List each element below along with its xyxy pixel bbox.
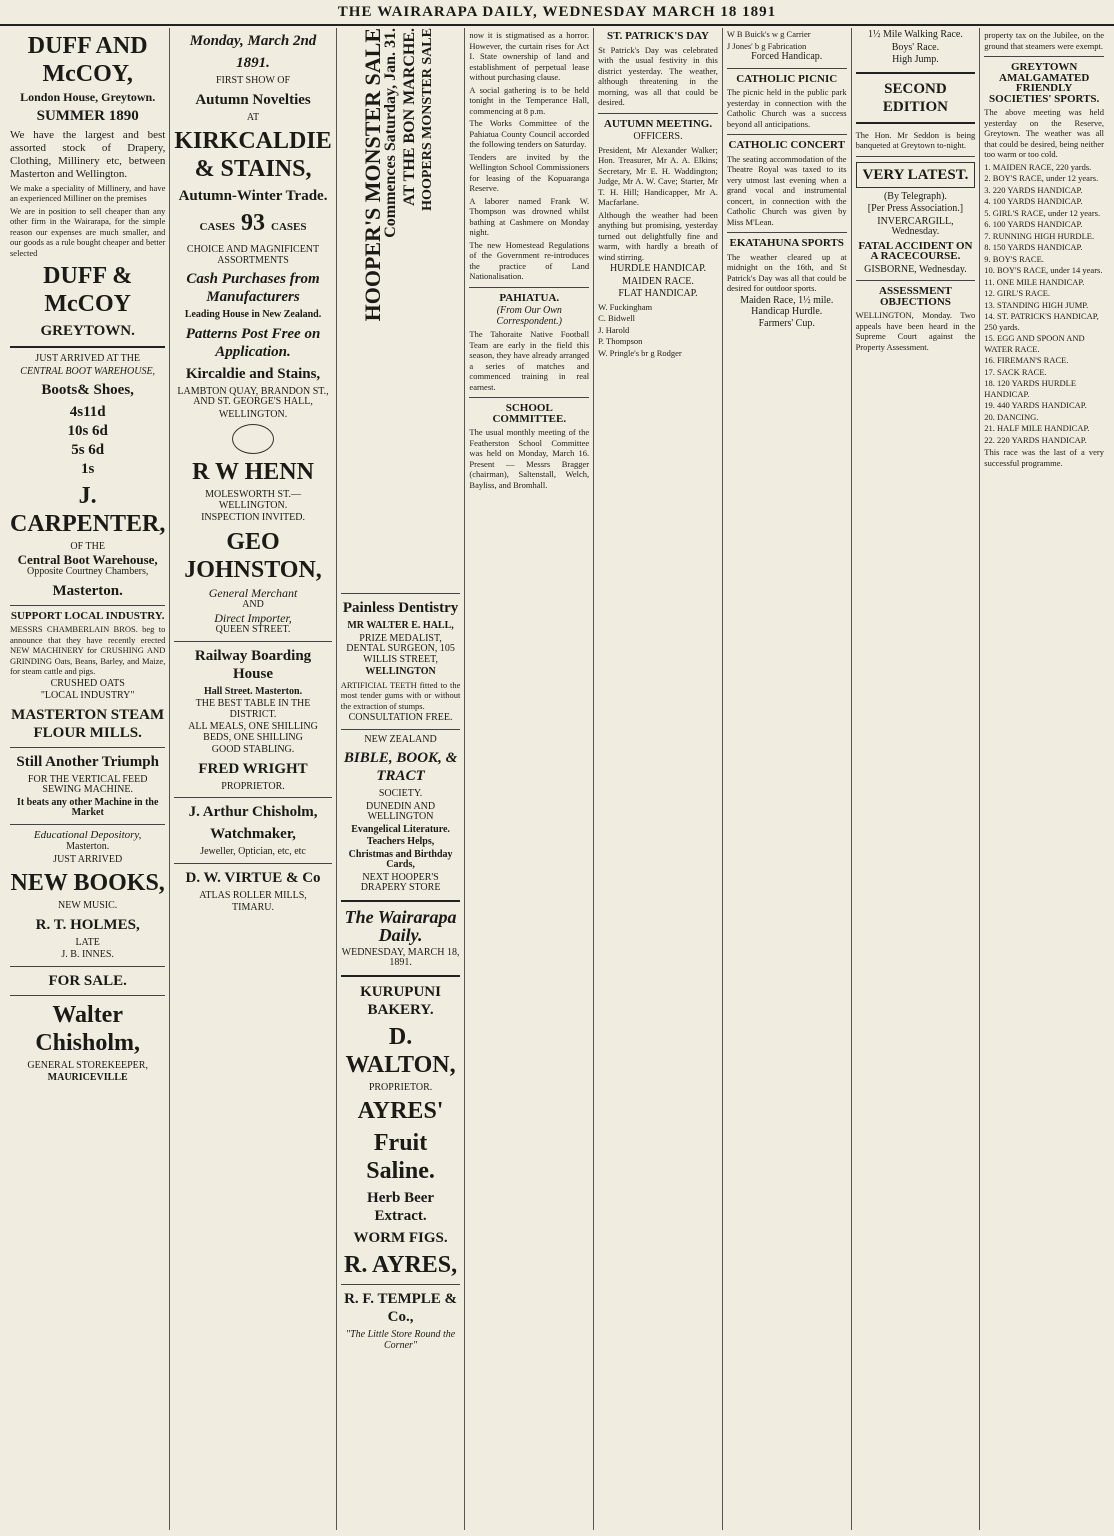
cash-purchases: Cash Purchases from Manufacturers — [186, 271, 320, 305]
event-8: 8. 150 YARDS HANDICAP. — [984, 242, 1083, 252]
press-association: [Per Press Association.] — [867, 203, 964, 214]
artificial-teeth: ARTIFICIAL TEETH fitted to the most tender gums with or without the extraction of stumps. — [340, 679, 461, 711]
tenders-text: Tenders are invited by the Wellington School Commissioners for leasing of the Kopuaranga Reserve. — [469, 151, 590, 193]
edition-text: The Hon. Mr Seddon is being banqueted at Greytown to-night. — [855, 129, 976, 150]
at: AT — [246, 111, 260, 123]
event-10: 10. BOY'S RACE, under 14 years. — [984, 265, 1103, 275]
price-2: 10s 6d — [67, 423, 108, 439]
ekatahuna-heading: EKATAHUNA SPORTS — [729, 237, 844, 249]
column-8 — [980, 28, 1108, 1530]
event-15: 15. EGG AND SPOON AND WATER RACE. — [984, 333, 1085, 354]
boys-race: Boys' Race. — [891, 41, 940, 53]
bon-marche-vertical: AT THE BON MARCHE. — [400, 28, 418, 206]
column-6 — [723, 28, 852, 1530]
kurupuni-bakery: KURUPUNI BAKERY. — [360, 983, 441, 1018]
cases-count — [174, 209, 331, 241]
herb-beer: Herb Beer Extract. — [367, 1190, 435, 1224]
triumph-heading: Still Another Triumph — [16, 753, 159, 770]
duff-text-3: We are in position to sell cheaper than any other firm in the Wairarapa, for the simple reason our expenses are much smaller, and our goods as a rule bought cheaper and better selected — [10, 205, 166, 258]
wellington: WELLINGTON. — [218, 408, 288, 420]
hurdle-heading: HURDLE HANDICAP. — [609, 263, 707, 274]
price-3: 5s 6d — [71, 442, 105, 458]
d-walton: D. WALTON, — [345, 1023, 456, 1078]
entries-list — [598, 302, 718, 359]
event-7: 7. RUNNING HIGH HURDLE. — [984, 230, 1095, 241]
handicap-1: W B Buick's w g Carrier — [726, 29, 811, 39]
by-telegraph: (By Telegraph). — [883, 190, 947, 202]
price-4: 1s — [81, 461, 95, 477]
steam-mills: MASTERTON STEAM FLOUR MILLS. — [11, 706, 165, 741]
railway-house: Railway Boarding House — [194, 647, 312, 682]
notice-text: A laborer named Frank W. Thompson was drowned whilst bathing at Cashmere on Monday night. — [469, 195, 590, 237]
duff-sign: DUFF & McCOY — [43, 263, 133, 317]
edu-town: Masterton. — [66, 841, 110, 852]
event-9: 9. BOY'S RACE. — [984, 253, 1044, 264]
column-4 — [465, 28, 594, 1530]
patterns: Patterns Post Free on Application. — [185, 325, 321, 360]
event-16: 16. FIREMAN'S RACE. — [984, 355, 1069, 365]
catholic-picnic-heading: CATHOLIC PICNIC — [736, 72, 838, 85]
homestead-text: The new Homestead Regulations of the Government re-introduces the practice of Land Nationalisation. — [469, 239, 590, 281]
maiden-heading: MAIDEN RACE. — [622, 275, 694, 287]
assessment-heading: ASSESSMENT OBJECTIONS — [879, 285, 952, 308]
intro-text: now it is stigmatised as a horror. However, the curtain rises for Act I. State ownership of land and establishment of perpetual lease without purchasing clause. — [469, 30, 590, 82]
walter-hall: MR WALTER E. HALL, — [347, 620, 454, 631]
works-text: The Works Committee of the Pahiatua County Council accorded the following tenders on Saturday. — [469, 118, 590, 149]
summer-heading: SUMMER 1890 — [36, 107, 139, 124]
event-12: 12. GIRL'S RACE. — [984, 288, 1051, 298]
ekatahuna-results — [727, 296, 847, 330]
stabling: GOOD STABLING. — [211, 744, 295, 755]
hooper-sale-vertical: HOOPER'S MONSTER SALE — [359, 28, 385, 322]
pahiatua-text: The Tahoraite Native Football Team are early in the field this season, they have already arranged a series of matches and commenced training in real earnest. — [469, 329, 590, 392]
duff-sub: London House, Greytown. — [20, 90, 156, 104]
entry-1: W. Fuckingham — [598, 301, 653, 312]
cases-label-right: CASES — [271, 221, 307, 233]
new-music: NEW MUSIC. — [58, 900, 118, 911]
just-arrived-2: JUST ARRIVED — [53, 853, 123, 865]
entry-4: P. Thompson — [598, 336, 643, 346]
innes: J. B. INNES. — [61, 949, 114, 960]
entry-5: W. Pringle's br g Rodger — [598, 347, 682, 358]
royal-arms-emblem — [232, 424, 274, 454]
central-warehouse: CENTRAL BOOT WAREHOUSE, — [20, 365, 156, 377]
masthead-date: MARCH 18 1891 — [652, 4, 777, 20]
column-5 — [594, 28, 723, 1530]
officers-text: President, Mr Alexander Walker; Hon. Treasurer, Mr A. A. Elkins; Secretary, Mr E. H. Waddington; Judge, Mr A. W. Cave; Starter, Mr T. H. Hill; Handicapper, Mr A. Macfarlane. — [598, 144, 718, 207]
queen-street: QUEEN STREET. — [215, 624, 291, 635]
event-19: 19. 440 YARDS HANDICAP. — [984, 400, 1087, 410]
column-3 — [337, 28, 466, 1530]
event-1: 1. MAIDEN RACE, 220 yards. — [984, 161, 1092, 172]
central-warehouse-2: Central Boot Warehouse, — [17, 551, 158, 567]
event-18: 18. 120 YARDS HURDLE HANDICAP. — [984, 378, 1077, 399]
handicap-2: J Jones' b g Fabrication — [726, 40, 807, 51]
opposite: Opposite Courtney Chambers, — [26, 566, 149, 577]
footer-text: This race was the last of a very successful programme. — [984, 447, 1105, 468]
worm-figs: WORM FIGS. — [353, 1230, 448, 1246]
walking-race: 1½ Mile Walking Race. — [868, 29, 963, 40]
event-4: 4. 100 YARDS HANDICAP. — [984, 196, 1083, 206]
hooper-vertical-ad — [341, 28, 461, 588]
mauriceville: MAURICEVILLE — [47, 1072, 128, 1083]
own-correspondent: (From Our Own Correspondent.) — [496, 305, 563, 327]
storekeeper: GENERAL STOREKEEPER, — [27, 1059, 148, 1071]
school-committee-text: The usual monthly meeting of the Featherston School Committee was held on Monday, March 16. Present — Messrs Bragger (chairman), Saltenstall, Welch, Bayliss, and Bromhall. — [469, 427, 590, 490]
event-2: 2. BOY'S RACE, under 12 years. — [984, 173, 1099, 183]
event-20: 20. DANCING. — [984, 411, 1039, 422]
general-merchant: General Merchant — [208, 585, 298, 600]
duff-title: DUFF AND McCOY, — [27, 33, 148, 87]
vertical-feed: FOR THE VERTICAL FEED SEWING MACHINE. — [27, 773, 148, 795]
watchmaker: Watchmaker, — [210, 826, 296, 842]
assessment-text: WELLINGTON, Monday. Two appeals have been heard in the Supreme Court against the Property Assessment. — [855, 310, 976, 352]
hooper-sale-vertical-2: HOOPERS MONSTER SALE — [420, 28, 436, 211]
little-store: "The Little Store Round the Corner" — [345, 1329, 456, 1351]
ayres: AYRES' — [357, 1098, 444, 1124]
duff-text: We have the largest and best assorted stock of Drapery, Clothing, Millinery etc, between Masterton and Wellington. — [10, 128, 166, 180]
event-13: 13. STANDING HIGH JUMP. — [984, 299, 1089, 310]
second-edition: SECOND EDITION — [882, 80, 948, 115]
column-2 — [170, 28, 336, 1530]
price-1: 4s11d — [69, 404, 106, 420]
entry-3: J. Harold — [598, 324, 630, 335]
geo-johnston: GEO JOHNSTON, — [184, 528, 322, 583]
newspaper-columns — [6, 28, 1108, 1530]
result-3: Farmers' Cup. — [758, 317, 815, 329]
masterton-heading: Masterton. — [52, 582, 123, 599]
jeweller: Jeweller, Optician, etc, etc — [200, 846, 306, 857]
painless-dentistry: Painless Dentistry — [342, 600, 459, 616]
crushed-oats: CRUSHED OATS — [50, 677, 125, 689]
commences-vertical: Commences Saturday, Jan. 31. — [382, 28, 400, 238]
pahiatua-heading: PAHIATUA. — [499, 291, 560, 304]
bible-society: BIBLE, BOOK, & TRACT — [343, 750, 458, 784]
paper-title: The Wairarapa Daily. — [344, 906, 457, 945]
result-2: Handicap Hurdle. — [751, 306, 823, 317]
school-committee-heading: SCHOOL COMMITTEE. — [492, 402, 567, 425]
and: AND — [242, 599, 264, 610]
fruit-saline: Fruit Saline. — [366, 1130, 435, 1184]
gisborne: GISBORNE, Wednesday. — [864, 263, 967, 275]
st-patricks-heading: ST. PATRICK'S DAY — [607, 30, 709, 42]
handicap-3: Forced Handicap. — [751, 51, 823, 62]
event-3: 3. 220 YARDS HANDICAP. — [984, 184, 1083, 195]
event-17: 17. SACK RACE. — [984, 366, 1047, 377]
events-list — [984, 162, 1104, 446]
nz: NEW ZEALAND — [364, 733, 437, 745]
edu-depository: Educational Depository, — [33, 828, 142, 841]
first-show: FIRST SHOW OF — [215, 75, 291, 86]
cases-number: 93 — [241, 210, 266, 236]
dunedin: DUNEDIN AND WELLINGTON — [365, 800, 436, 822]
lambton: LAMBTON QUAY, BRANDON ST., AND ST. GEORGE'S HALL, — [177, 385, 329, 407]
wellington-dental: WELLINGTON — [365, 666, 436, 677]
event-14: 14. ST. PATRICK'S HANDICAP, 250 yards. — [984, 311, 1099, 332]
carpenter-name: J. CARPENTER, — [10, 483, 166, 537]
flat-heading: FLAT HANDICAP. — [618, 288, 698, 299]
cases-label-left: CASES — [199, 221, 236, 233]
high-jump: High Jump. — [892, 54, 939, 65]
entry-2: C. Bidwell — [598, 313, 635, 323]
greytown-sports-text: The above meeting was held yesterday on the Reserve, Greytown. The weather was all that could be desired, being neither too warm or too cold. — [984, 107, 1105, 159]
event-11: 11. ONE MILE HANDICAP. — [984, 276, 1085, 287]
catholic-concert-text: The seating accommodation of the Theatre Royal was taxed to its very utmost last evening when a grand vocal and instrumental concert, in connection with the Catholic Church was given by Miss M'Lean. — [726, 153, 847, 227]
atlas: ATLAS ROLLER MILLS, — [199, 889, 307, 901]
show-year: 1891. — [236, 55, 270, 71]
officers-sub: OFFICERS. — [633, 131, 683, 142]
next-hoopers: NEXT HOOPER'S DRAPERY STORE — [360, 871, 441, 893]
catholic-picnic-text: The picnic held in the public park yesterday in connection with the Catholic Church was a success beyond all anticipations. — [726, 87, 847, 129]
masthead — [0, 0, 1114, 26]
autumn-winter: Autumn-Winter Trade. — [178, 188, 328, 204]
property-tax-text: property tax on the Jubilee, on the ground that steamers were exempt. — [984, 30, 1105, 51]
kirk-2: Kircaldie and Stains, — [185, 365, 321, 382]
column-7 — [852, 28, 981, 1530]
chisholm: Walter Chisholm, — [35, 1001, 141, 1056]
new-books: NEW BOOKS, — [10, 870, 165, 896]
invercargill: INVERCARGILL, Wednesday. — [877, 215, 954, 237]
inspection: INSPECTION INVITED. — [201, 512, 305, 523]
greytown-sports-heading: GREYTOWN AMALGAMATED FRIENDLY SOCIETIES' SPORTS. — [989, 61, 1100, 105]
masthead-title: WAIRARAPA DAILY, — [377, 4, 538, 20]
paper-date: WEDNESDAY, MARCH 18, 1891. — [341, 946, 460, 968]
late: LATE — [75, 936, 100, 948]
teachers-helps: Teachers Helps, — [366, 836, 435, 847]
henn: R W HENN — [192, 459, 314, 485]
proprietor: PROPRIETOR. — [221, 780, 285, 792]
fred-wright: FRED WRIGHT — [198, 760, 308, 777]
virtue: D. W. VIRTUE & Co — [185, 869, 321, 886]
molesworth: MOLESWORTH ST.— WELLINGTON. — [205, 489, 301, 511]
kirkcaldie: KIRKCALDIE & STAINS, — [174, 128, 332, 182]
autumn-meeting-heading: AUTUMN MEETING. — [603, 117, 713, 130]
catholic-concert-heading: CATHOLIC CONCERT — [728, 139, 845, 151]
local-industry: "LOCAL INDUSTRY" — [40, 690, 135, 701]
duff-town: GREYTOWN. — [40, 323, 135, 339]
st-patricks-text: St Patrick's Day was celebrated with the usual festivity in this district yesterday. The weather, although threatening in the morning, was all that could be desired. — [598, 44, 718, 107]
event-6: 6. 100 YARDS HANDICAP. — [984, 219, 1083, 229]
event-22: 22. 220 YARDS HANDICAP. — [984, 434, 1087, 445]
for-sale: FOR SALE. — [48, 972, 127, 989]
prize-medalist: PRIZE MEDALIST, DENTAL SURGEON, 105 WILLIS STREET, — [346, 632, 455, 665]
hall-street: Hall Street. Masterton. — [203, 685, 303, 697]
evangelical: Evangelical Literature. — [351, 823, 450, 835]
society: SOCIETY. — [378, 788, 423, 799]
choice: CHOICE AND MAGNIFICENT ASSORTMENTS — [186, 244, 320, 266]
results-text: Although the weather had been anything but promising, yesterday turned out delightfully fine and warm, with hardly a breath of wind stirring. — [598, 209, 718, 262]
of-the: OF THE — [70, 541, 105, 552]
ekatahuna-text: The weather cleared up at midnight on the 16th, and St Patrick's Day was all that could be desired for outdoor sports. — [726, 251, 847, 293]
event-5: 5. GIRL'S RACE, under 12 years. — [984, 207, 1101, 218]
meals: ALL MEALS, ONE SHILLING BEDS, ONE SHILLING — [188, 721, 318, 743]
masthead-left: THE — [337, 4, 373, 20]
leading-house: Leading House in New Zealand. — [184, 309, 322, 320]
timaru: TIMARU. — [232, 902, 274, 913]
fatal-accident: FATAL ACCIDENT ON A RACECOURSE. — [858, 239, 973, 262]
masthead-day: WEDNESDAY — [542, 4, 648, 20]
just-arrived: JUST ARRIVED AT THE — [35, 353, 141, 364]
beats-any: It beats any other Machine in the Market — [16, 796, 159, 818]
arthur-chisholm: J. Arthur Chisholm, — [188, 804, 318, 820]
duff-text-2: We make a speciality of Millinery, and have an experienced Milliner on the premises — [10, 182, 166, 203]
show-date: Monday, March 2nd — [189, 33, 317, 49]
chamberlain-text: MESSRS CHAMBERLAIN BROS. beg to announce that they have recently erected NEW MACHINERY for CRUSHING AND GRINDING Oats, Beans, Barley, and Maize, for steam cattle and pigs. — [10, 624, 166, 676]
handicap-list — [727, 29, 847, 63]
best-table: THE BEST TABLE IN THE DISTRICT. — [195, 698, 311, 720]
event-21: 21. HALF MILE HANDICAP. — [984, 423, 1090, 433]
autumn-novelties: Autumn Novelties — [195, 91, 311, 108]
consultation: CONSULTATION FREE. — [348, 712, 453, 723]
price-list — [10, 403, 165, 478]
social-text: A social gathering is to be held tonight in the Temperance Hall, commencing at 8 p.m. — [469, 84, 590, 116]
walton-proprietor: PROPRIETOR. — [368, 1081, 433, 1093]
result-1: Maiden Race, 1½ mile. — [740, 294, 834, 306]
holmes: R. T. HOLMES, — [35, 916, 140, 933]
r-ayres: R. AYRES, — [343, 1252, 458, 1278]
temple: R. F. TEMPLE & Co., — [344, 1291, 458, 1325]
christmas-cards: Christmas and Birthday Cards, — [348, 848, 453, 870]
support-heading: SUPPORT LOCAL INDUSTRY. — [10, 609, 165, 622]
very-latest: VERY LATEST. — [856, 162, 976, 188]
boots-shoes: Boots& Shoes, — [41, 382, 134, 398]
column-1 — [6, 28, 170, 1530]
direct-importer: Direct Importer, — [214, 610, 292, 625]
